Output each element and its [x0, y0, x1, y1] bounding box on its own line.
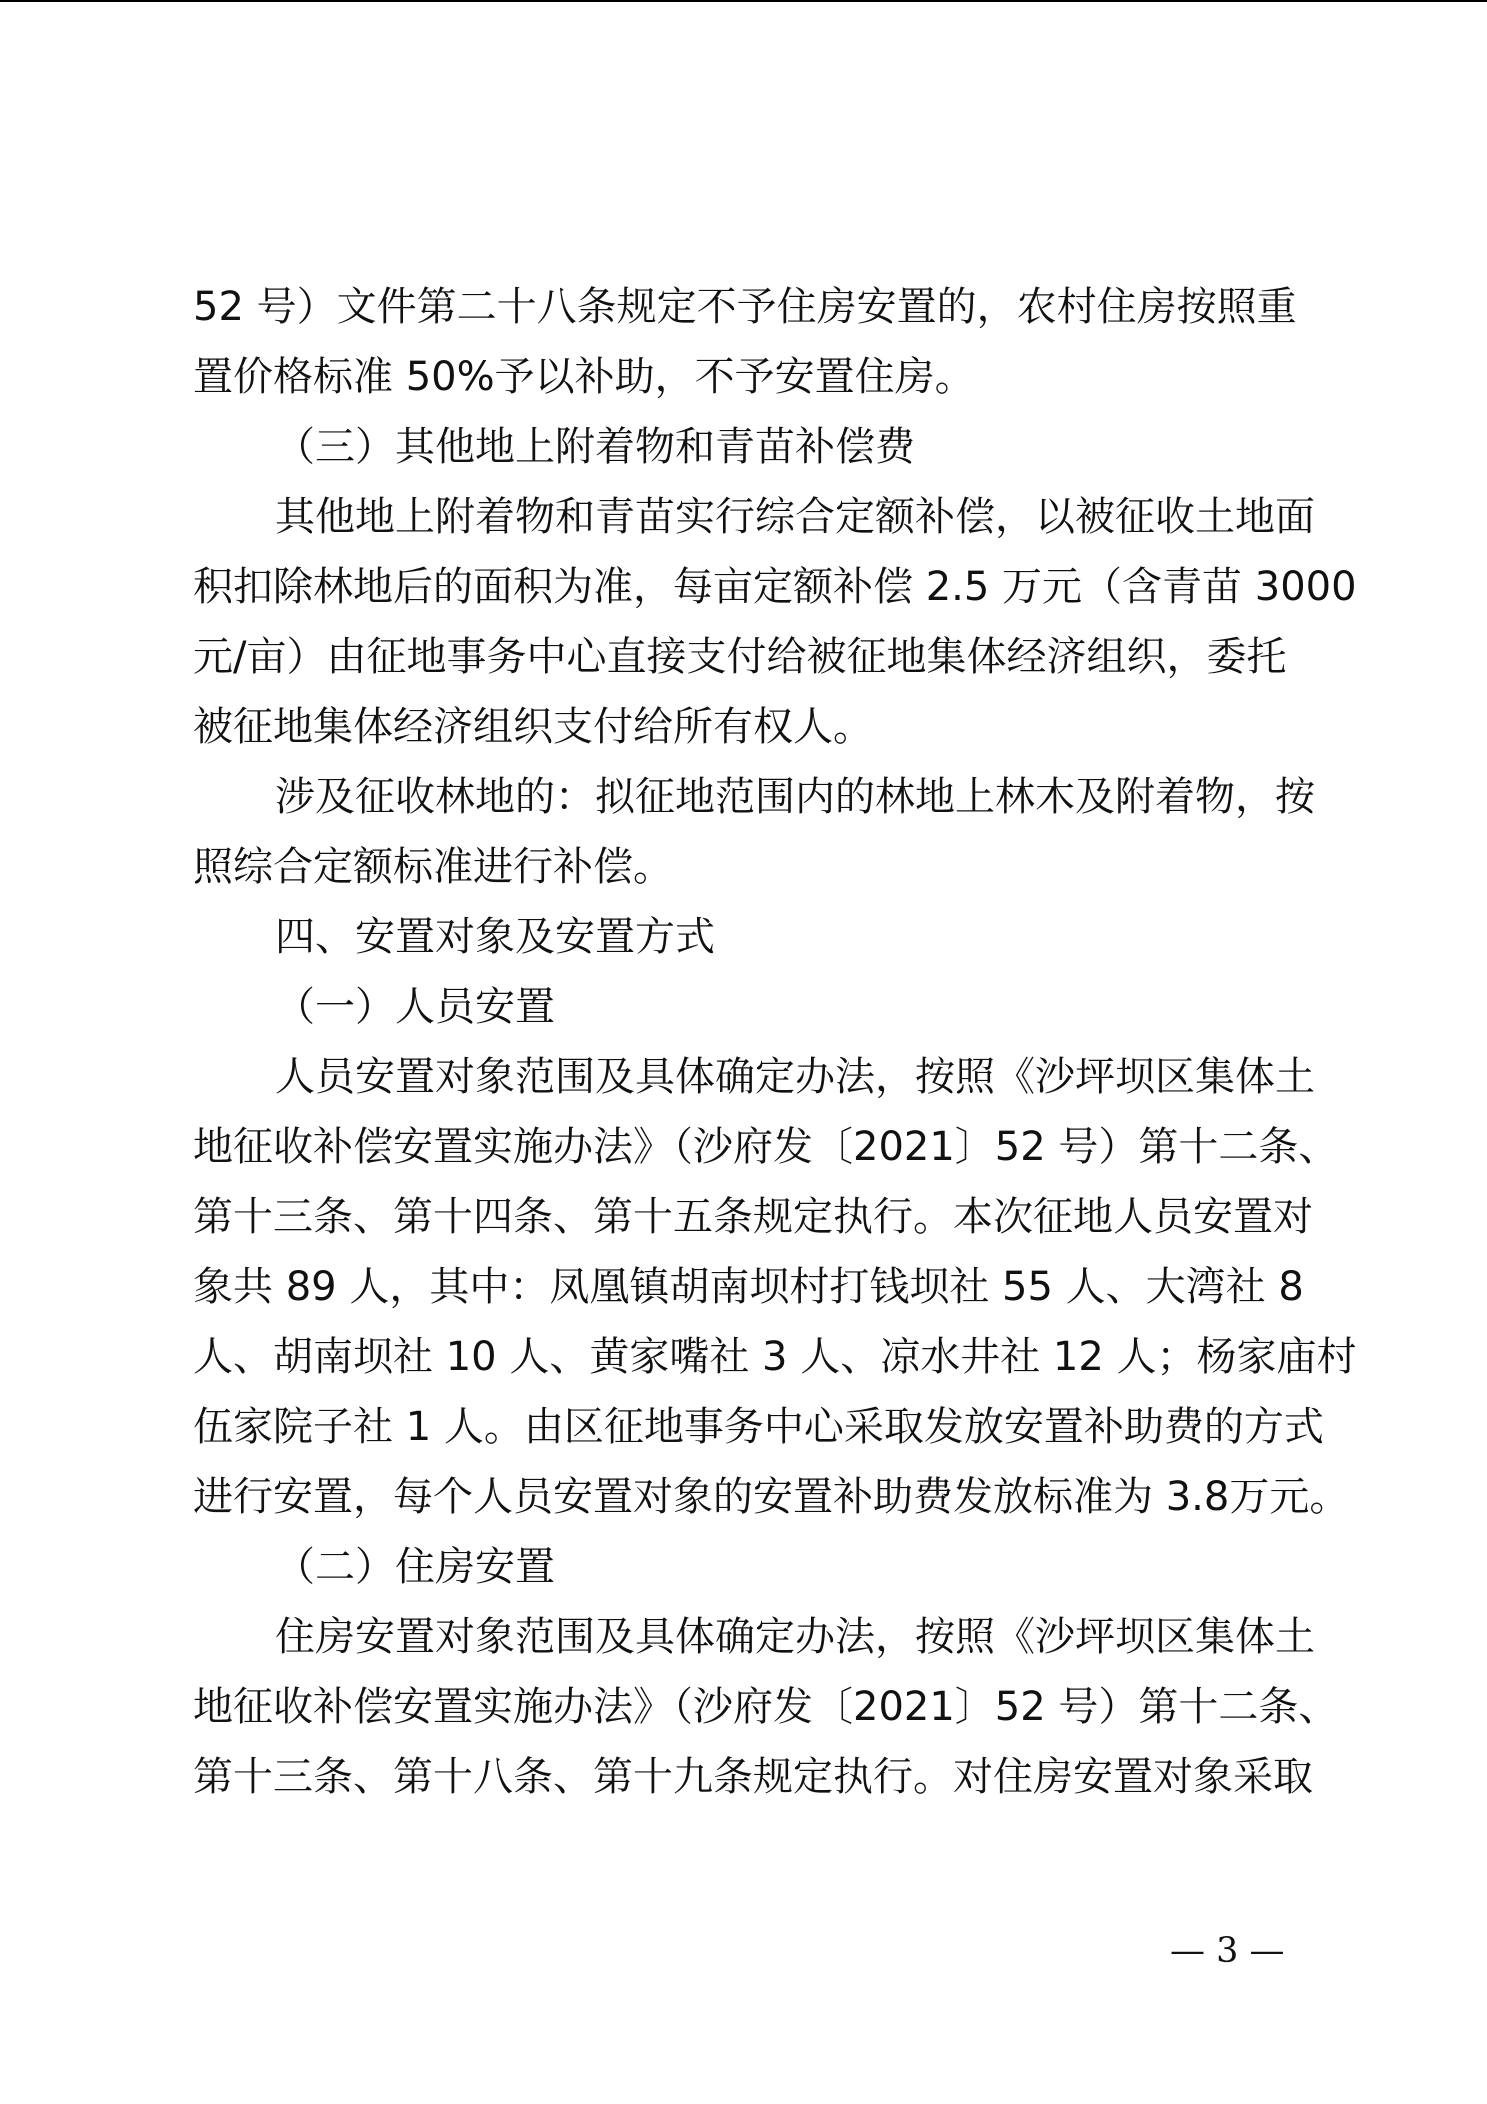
text-line: 伍家院子社 1 人。由区征地事务中心采取发放安置补助费的方式 [193, 1404, 1324, 1450]
text-line: 照综合定额标准进行补偿。 [193, 844, 673, 890]
section-heading: （二）住房安置 [275, 1544, 555, 1590]
text-line: 涉及征收林地的：拟征地范围内的林地上林木及附着物，按 [275, 774, 1315, 820]
section-heading: （三）其他地上附着物和青苗补偿费 [275, 424, 915, 470]
text-line: 置价格标准 50%予以补助，不予安置住房。 [193, 354, 975, 400]
text-line: 第十三条、第十四条、第十五条规定执行。本次征地人员安置对 [193, 1194, 1313, 1240]
text-line: 地征收补偿安置实施办法》（沙府发〔2021〕52 号）第十二条、 [193, 1124, 1339, 1170]
section-heading: 四、安置对象及安置方式 [275, 914, 715, 960]
page-number: — 3 — [1170, 1931, 1285, 1971]
text-line: 第十三条、第十八条、第十九条规定执行。对住房安置对象采取 [193, 1754, 1313, 1800]
text-line: 人、胡南坝社 10 人、黄家嘴社 3 人、凉水井社 12 人；杨家庙村 [193, 1334, 1357, 1380]
text-line: 象共 89 人，其中：凤凰镇胡南坝村打钱坝社 55 人、大湾社 8 [193, 1264, 1304, 1310]
text-line: 地征收补偿安置实施办法》（沙府发〔2021〕52 号）第十二条、 [193, 1684, 1339, 1730]
text-line: 人员安置对象范围及具体确定办法，按照《沙坪坝区集体土 [275, 1054, 1315, 1100]
text-line: 其他地上附着物和青苗实行综合定额补偿，以被征收土地面 [275, 494, 1315, 540]
text-line: 52 号）文件第二十八条规定不予住房安置的，农村住房按照重 [193, 284, 1297, 330]
text-line: 进行安置，每个人员安置对象的安置补助费发放标准为 3.8万元。 [193, 1474, 1350, 1520]
text-line: 元/亩）由征地事务中心直接支付给被征地集体经济组织，委托 [193, 634, 1287, 680]
text-line: 积扣除林地后的面积为准，每亩定额补偿 2.5 万元（含青苗 3000 [193, 564, 1357, 610]
top-border-line [0, 0, 1487, 2]
text-line: 住房安置对象范围及具体确定办法，按照《沙坪坝区集体土 [275, 1614, 1315, 1660]
text-line: 被征地集体经济组织支付给所有权人。 [193, 704, 873, 750]
section-heading: （一）人员安置 [275, 984, 555, 1030]
